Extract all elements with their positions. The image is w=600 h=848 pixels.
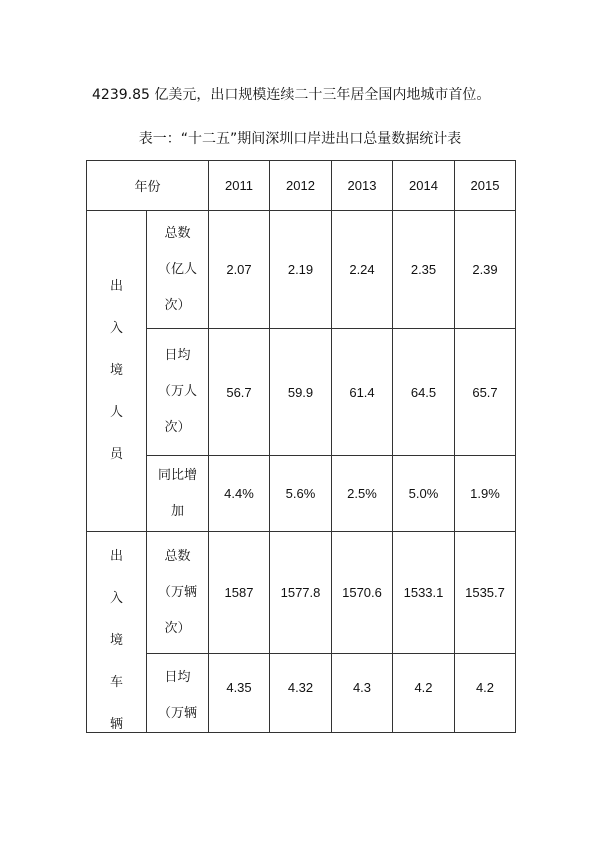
value-cell: 4.35 [209, 654, 270, 734]
value-cell: 2.24 [332, 211, 393, 329]
value-cell: 61.4 [332, 329, 393, 456]
value-cell: 1570.6 [332, 532, 393, 654]
row-label-line: 加 [170, 503, 184, 519]
header-row [87, 161, 516, 211]
value-cell: 4.2 [455, 654, 516, 734]
category-char: 出 [109, 549, 123, 564]
category-char: 辆 [109, 717, 123, 732]
value-cell: 59.9 [270, 329, 332, 456]
year-cell: 2014 [393, 161, 455, 211]
table-row [87, 456, 516, 532]
year-cell: 2015 [455, 161, 516, 211]
row-label-cell [147, 211, 209, 329]
row-label-line: 次） [164, 620, 191, 636]
data-table-container [86, 160, 516, 733]
row-label-line: 同比增 [157, 467, 197, 483]
table-caption: 表一：“十二五”期间深圳口岸进出口总量数据统计表 [138, 131, 462, 147]
category-char: 入 [109, 591, 123, 606]
category-cell-vehicles [87, 532, 147, 734]
category-char: 人 [109, 405, 123, 420]
row-label-line: （万辆 [157, 706, 197, 721]
value-cell: 65.7 [455, 329, 516, 456]
value-cell: 1535.7 [455, 532, 516, 654]
category-char: 入 [109, 321, 123, 336]
category-char: 出 [109, 279, 123, 294]
row-label-cell [147, 456, 209, 532]
value-cell: 2.19 [270, 211, 332, 329]
value-cell: 2.39 [455, 211, 516, 329]
value-cell: 1587 [209, 532, 270, 654]
category-cell-personnel [87, 211, 147, 532]
row-label-line: （万辆 [157, 584, 197, 600]
value-cell: 4.4% [209, 456, 270, 532]
value-cell: 2.07 [209, 211, 270, 329]
value-cell: 4.32 [270, 654, 332, 734]
year-cell: 2012 [270, 161, 332, 211]
value-cell: 4.2 [393, 654, 455, 734]
table-row [87, 211, 516, 329]
value-cell: 1.9% [455, 456, 516, 532]
row-label-cell [147, 654, 209, 734]
intro-paragraph: 4239.85 亿美元，出口规模连续二十三年居全国内地城市首位。 [92, 87, 491, 103]
value-cell: 2.35 [393, 211, 455, 329]
value-cell: 5.0% [393, 456, 455, 532]
value-cell: 5.6% [270, 456, 332, 532]
category-char: 境 [109, 363, 123, 378]
row-label-line: （万人 [157, 384, 197, 399]
year-cell: 2013 [332, 161, 393, 211]
row-label-line: 日均 [164, 348, 191, 363]
row-label-cell [147, 329, 209, 456]
row-label-line: 次） [164, 297, 191, 313]
port-statistics-table [86, 160, 516, 733]
page-break-rule [86, 732, 516, 733]
value-cell: 64.5 [393, 329, 455, 456]
row-label-line: 总数 [164, 548, 191, 564]
row-label-line: 日均 [164, 670, 191, 685]
row-label-line: （亿人 [157, 261, 197, 277]
value-cell: 1533.1 [393, 532, 455, 654]
category-char: 员 [109, 447, 123, 462]
value-cell: 1577.8 [270, 532, 332, 654]
value-cell: 2.5% [332, 456, 393, 532]
year-header-cell: 年份 [87, 161, 209, 211]
row-label-cell [147, 532, 209, 654]
row-label-line: 总数 [164, 225, 191, 241]
row-label-line: 次） [164, 420, 191, 435]
table-row [87, 329, 516, 456]
value-cell: 56.7 [209, 329, 270, 456]
category-char: 车 [109, 675, 123, 690]
year-cell: 2011 [209, 161, 270, 211]
table-row [87, 532, 516, 654]
category-char: 境 [109, 633, 123, 648]
table-row [87, 654, 516, 734]
value-cell: 4.3 [332, 654, 393, 734]
